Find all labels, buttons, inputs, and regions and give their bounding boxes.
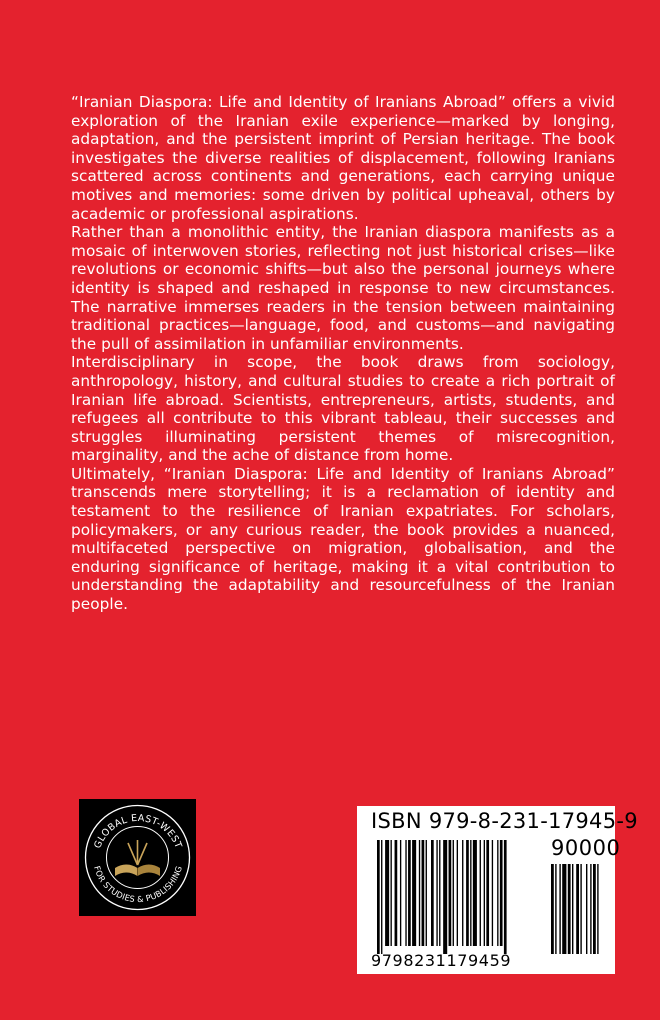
ean-digits: 9798231179459: [371, 951, 512, 970]
barcode-bar: [586, 864, 587, 954]
barcode-bar: [457, 840, 458, 946]
blurb-paragraph-1: “Iranian Diaspora: Life and Identity of Iranians Abroad” offers a vivid exploration of the Iranian exile experience—marked by longing, adaptation, and the persistent imprint of Persian heritage. The book investigates the diverse realities of displacement, following Iranians scattered across continents and generations, each carrying unique motives and memories: some driven by political upheaval, others by academic or professional aspirations.: [71, 93, 615, 223]
barcode-bar: [597, 864, 598, 954]
barcode-bar: [559, 864, 560, 954]
barcode-bar: [486, 840, 489, 946]
publisher-logo-graphic: [79, 799, 196, 916]
barcode-bar: [412, 840, 416, 946]
book-blurb: [71, 93, 615, 614]
barcode-bar: [395, 840, 398, 946]
barcode-bar: [590, 864, 591, 954]
barcode-bar: [436, 840, 437, 946]
barcode-bar: [484, 840, 485, 946]
barcode-bar: [426, 840, 427, 946]
barcode-bar: [473, 840, 477, 946]
barcode-bar: [470, 840, 471, 946]
barcode-bar: [593, 864, 596, 954]
barcode-bar: [562, 864, 566, 954]
barcode-bar: [400, 840, 401, 946]
blurb-paragraph-2: Rather than a monolithic entity, the Iranian diaspora manifests as a mosaic of interwoven stories, reflecting not just historical crises—like revolutions or economic shifts—but also the personal journeys where identity is shaped and reshaped in response to new circumstances. The narrative immerses readers in the tension between maintaining traditional practices—language, food, and customs—and navigating the pull of assimilation in unfamiliar environments.: [71, 223, 615, 353]
barcode-bar: [431, 840, 434, 946]
barcode-bar: [497, 840, 498, 946]
barcode-bar: [453, 840, 454, 946]
barcode-bar: [466, 840, 469, 946]
barcode-bar: [391, 840, 392, 946]
barcode-bar: [555, 864, 556, 954]
barcode-bar: [377, 840, 380, 954]
barcode-bar: [449, 840, 452, 946]
barcode-bar: [462, 840, 463, 946]
open-book-icon: [115, 840, 160, 876]
barcode-bar: [492, 840, 493, 946]
barcode-bar: [568, 864, 571, 954]
barcode-bar: [443, 840, 447, 954]
barcode-bar: [500, 840, 503, 946]
barcode-bar: [381, 840, 382, 954]
barcode-bar: [422, 840, 425, 946]
blurb-paragraph-4: Ultimately, “Iranian Diaspora: Life and Identity of Iranians Abroad” transcends mere storytelling; it is a reclamation of identity and testament to the resilience of Iranian expatriates. For scholars, policymakers, or any curious reader, the book provides a nuanced, multifaceted perspective on migration, globalisation, and the enduring significance of heritage, making it a vital contribution to understanding the adaptability and resourcefulness of the Iranian people.: [71, 464, 615, 614]
publisher-logo: [79, 799, 196, 916]
barcode-bar: [405, 840, 406, 946]
barcode-bar: [576, 864, 579, 954]
barcode-bar: [580, 864, 581, 954]
barcode-bar: [385, 840, 389, 946]
barcode-bar: [419, 840, 420, 946]
barcode-bar: [480, 840, 481, 946]
isbn-label: ISBN 979-8-231-17945-9: [371, 809, 638, 833]
logo-arc-text-top: GLOBAL EAST-WEST: [92, 812, 184, 851]
blurb-paragraph-3: Interdisciplinary in scope, the book draws from sociology, anthropology, history, and cultural studies to create a rich portrait of Iranian life abroad. Scientists, entrepreneurs, artists, students, and refugees all contribute to this vibrant tableau, their successes and struggles illuminating persistent themes of misrecognition, marginality, and the ache of distance from home.: [71, 353, 615, 465]
logo-arc-text-bottom: FOR STUDIES & PUBLISHING: [92, 864, 184, 905]
barcode-bar: [572, 864, 573, 954]
barcode-bars: [357, 806, 615, 974]
barcode-bar: [504, 840, 507, 954]
barcode-addon-number: 90000: [551, 836, 621, 860]
isbn-barcode: [357, 806, 638, 974]
barcode-bar: [408, 840, 411, 946]
barcode-bar: [551, 864, 554, 954]
barcode-bar: [439, 840, 440, 946]
